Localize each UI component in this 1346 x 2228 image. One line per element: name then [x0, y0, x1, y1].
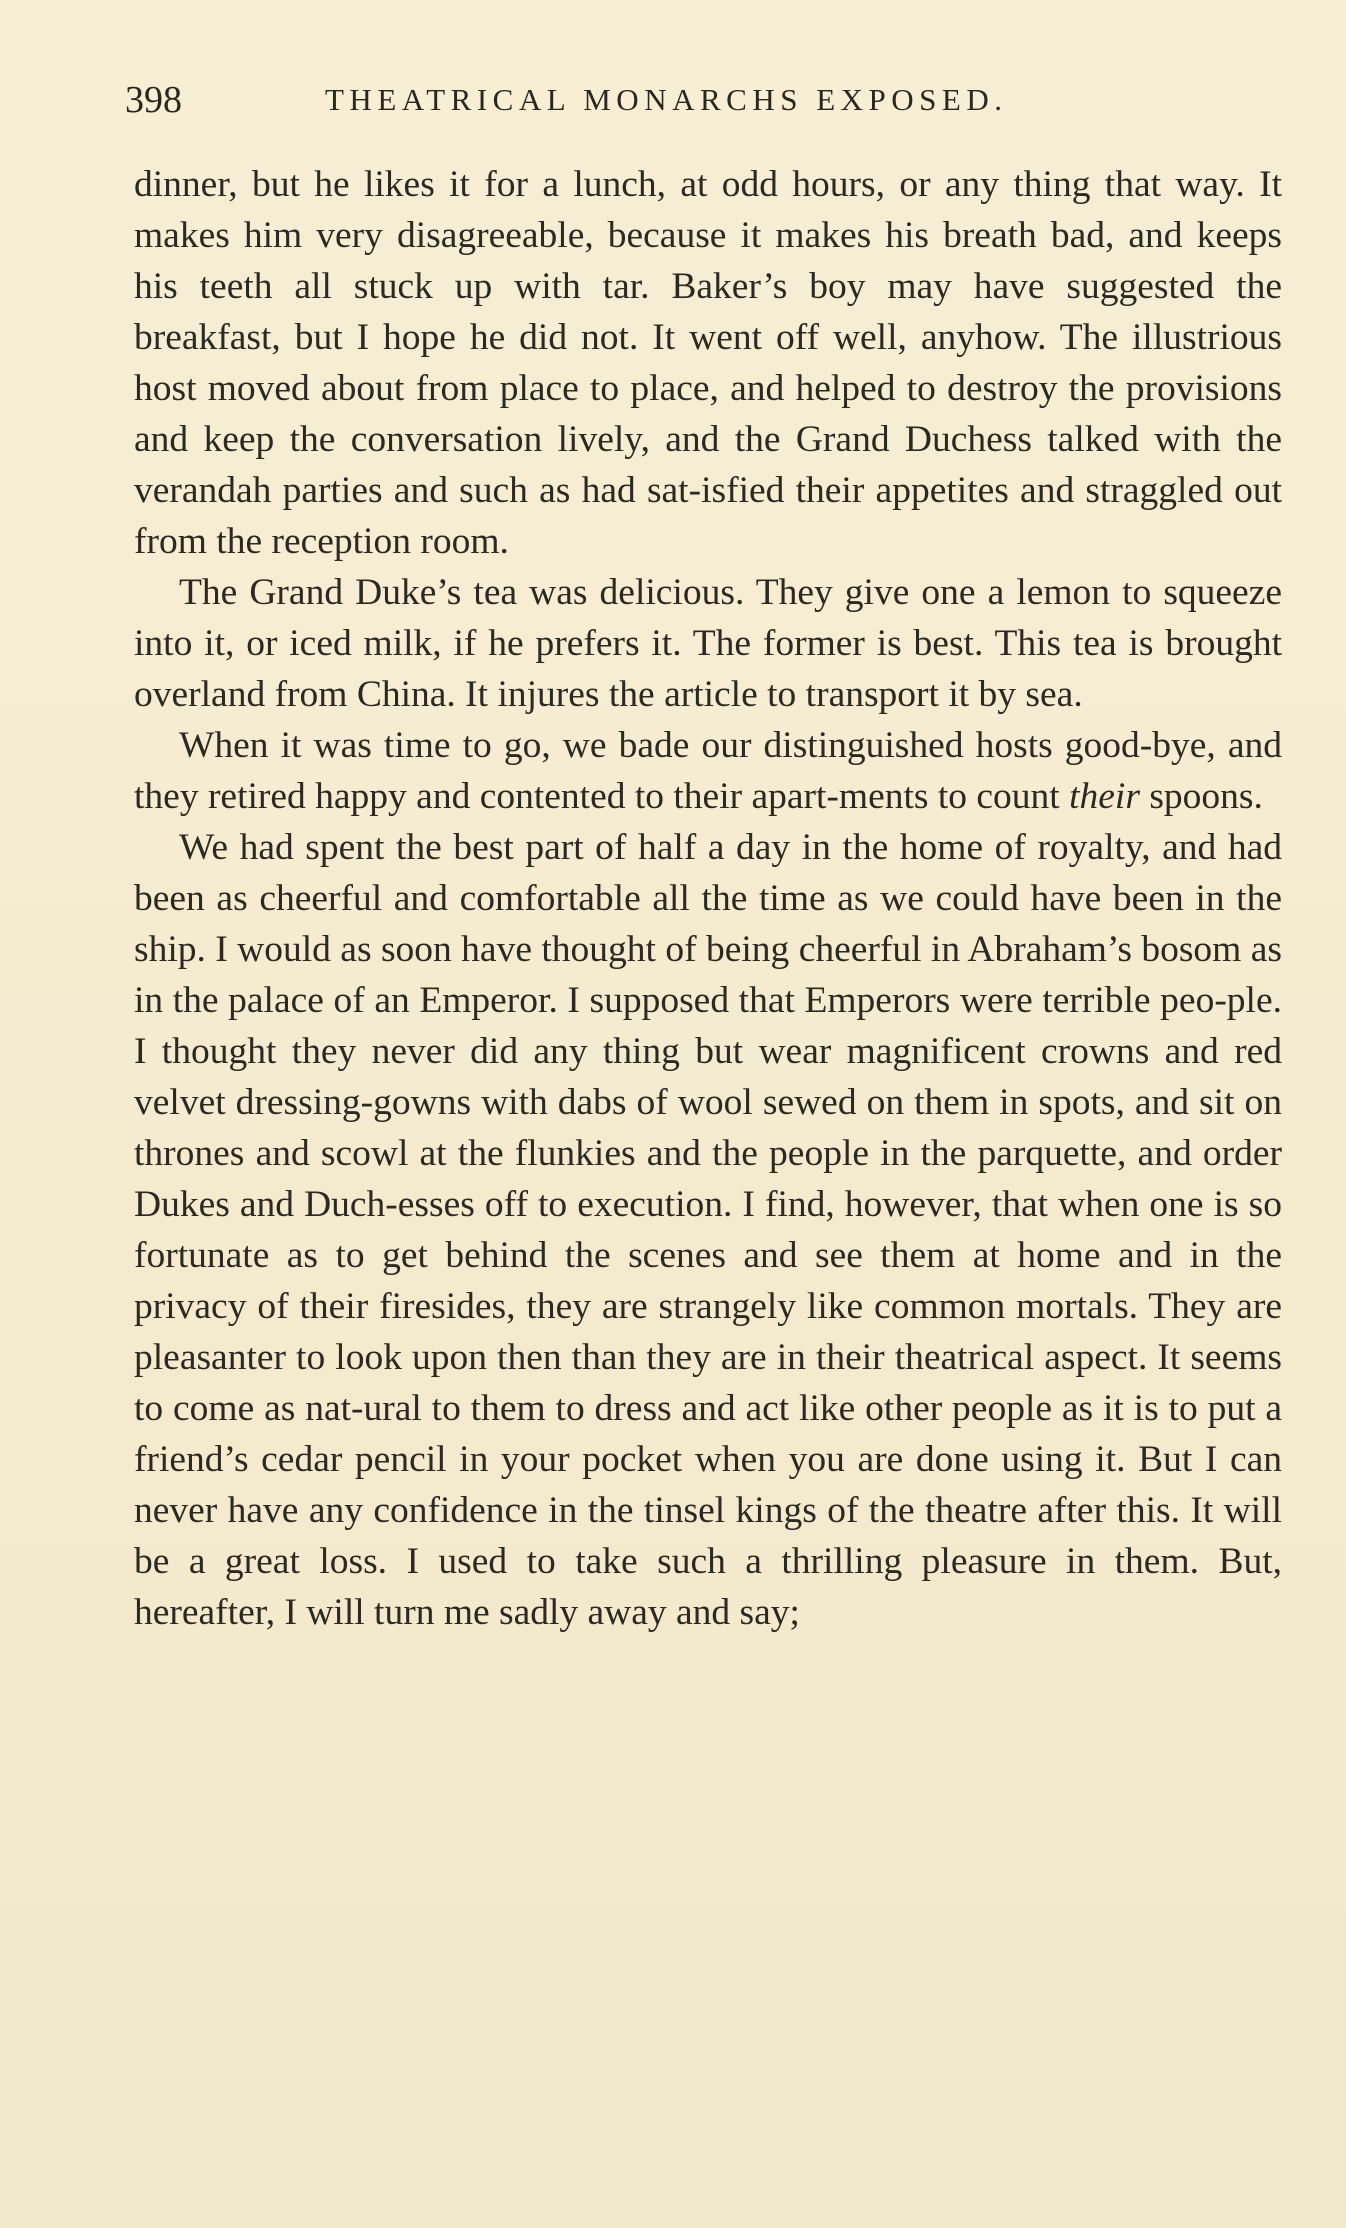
- italic-their: their: [1069, 776, 1140, 817]
- paragraph-goodbye-before: When it was time to go, we bade our distinguished hosts good-bye, and they retired happy and contented to their apart-ments to count: [134, 725, 1282, 817]
- body-text: [134, 159, 1282, 1638]
- paragraph-goodbye-after: spoons.: [1139, 776, 1263, 817]
- running-head: THEATRICAL MONARCHS EXPOSED.: [325, 82, 1008, 117]
- page-header: [125, 75, 1285, 125]
- paragraph-tea: The Grand Duke’s tea was delicious. They give one a lemon to squeeze into it, or iced milk, if he prefers it. The former is best. This tea is brought overland from China. It injures the article to transport it by sea.: [134, 572, 1282, 715]
- page-number: 398: [125, 79, 182, 121]
- paragraph-dinner: dinner, but he likes it for a lunch, at odd hours, or any thing that way. It makes him very disagreeable, because it makes his breath bad, and keeps his teeth all stuck up with tar. Baker’s boy may have suggested the breakfast, but I hope he did not. It went off well, anyhow. The illustrious host moved about from place to place, and helped to destroy the provisions and keep the conversation lively, and the Grand Duchess talked with the verandah parties and such as had sat-isfied their appetites and straggled out from the reception room.: [134, 164, 1282, 562]
- paragraph-goodbye: [134, 720, 1282, 822]
- paragraph-royalty: We had spent the best part of half a day in the home of royalty, and had been as cheerful and comfortable all the time as we could have been in the ship. I would as soon have thought of being cheerful in Abraham’s bosom as in the palace of an Emperor. I supposed that Emperors were terrible peo-ple. I thought they never did any thing but wear magnificent crowns and red velvet dressing-gowns with dabs of wool sewed on them in spots, and sit on thrones and scowl at the flunkies and the people in the parquette, and order Dukes and Duch-esses off to execution. I find, however, that when one is so fortunate as to get behind the scenes and see them at home and in the privacy of their firesides, they are strangely like common mortals. They are pleasanter to look upon then than they are in their theatrical aspect. It seems to come as nat-ural to them to dress and act like other people as it is to put a friend’s cedar pencil in your pocket when you are done using it. But I can never have any confidence in the tinsel kings of the theatre after this. It will be a great loss. I used to take such a thrilling pleasure in them. But, hereafter, I will turn me sadly away and say;: [134, 827, 1282, 1633]
